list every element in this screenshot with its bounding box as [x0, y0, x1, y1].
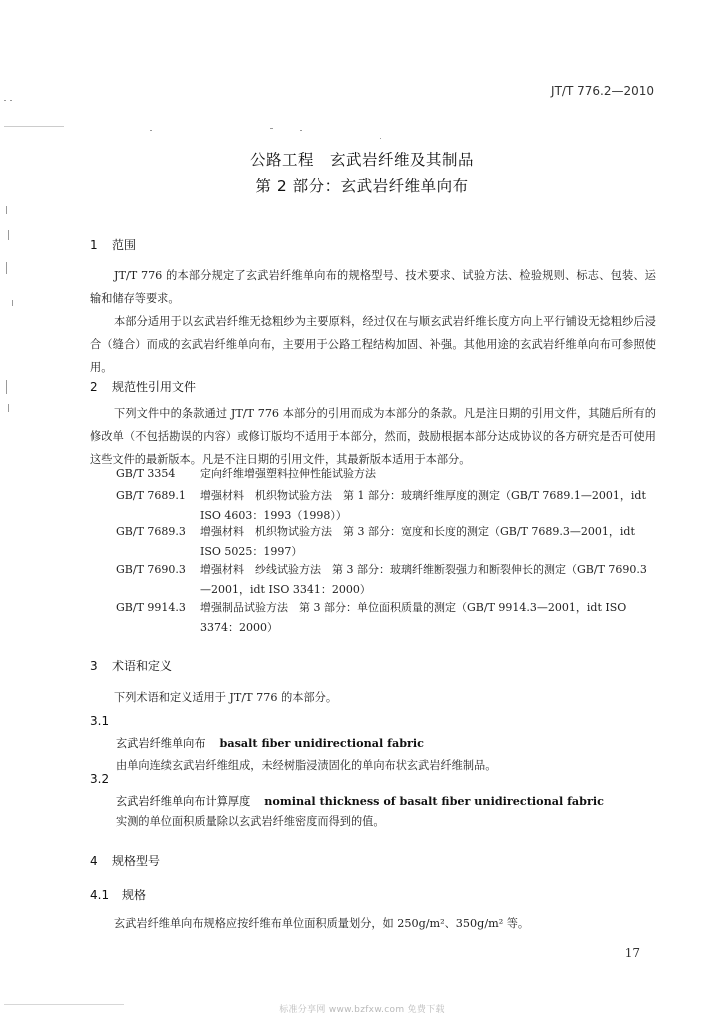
section-3-paragraph-1: 下列术语和定义适用于 JT/T 776 的本部分。 — [114, 691, 338, 704]
reference-item — [116, 464, 656, 484]
reference-code: GB/T 7690.3 — [116, 563, 186, 576]
subsection-4-1-heading — [90, 886, 146, 903]
reference-item — [116, 560, 656, 600]
document-code: JT/T 776.2—2010 — [551, 84, 654, 98]
section-title: 规范性引用文件 — [112, 380, 197, 394]
reference-title: 增强材料 纱线试验方法 第 3 部分：玻璃纤维断裂强力和断裂伸长的测定（GB/T 7690.3—2001，idt ISO 3341：2000） — [200, 563, 647, 596]
reference-item — [116, 598, 656, 638]
section-number: 1 — [90, 238, 98, 252]
section-1-heading — [90, 236, 136, 253]
section-number: 4 — [90, 854, 98, 868]
section-4-heading — [90, 852, 160, 869]
reference-code: GB/T 7689.1 — [116, 489, 186, 502]
term-chinese: 玄武岩纤维单向布计算厚度 — [116, 795, 251, 808]
term-definition: 由单向连续玄武岩纤维组成，未经树脂浸渍固化的单向布状玄武岩纤维制品。 — [116, 759, 497, 772]
term-number: 3.2 — [90, 772, 110, 786]
reference-code: GB/T 9914.3 — [116, 601, 186, 614]
term-entry — [116, 732, 656, 755]
reference-item — [116, 522, 656, 562]
section-1-paragraph-2: 本部分适用于以玄武岩纤维无捻粗纱为主要原料，经过仅在与顺玄武岩纤维长度方向上平行铺设无捻粗纱后浸合（缝合）而成的玄武岩纤维单向布，主要用于公路工程结构加固、补强。其他用途的玄武岩纤维单向布可参照使用。 — [90, 315, 656, 374]
section-number: 2 — [90, 380, 98, 394]
watermark-footer: 标准分享网 www.bzfxw.com 免费下载 — [279, 1005, 445, 1015]
section-2-heading — [90, 378, 196, 395]
reference-title: 增强材料 机织物试验方法 第 1 部分：玻璃纤维厚度的测定（GB/T 7689.1—2001，idt ISO 4603：1993（1998）） — [200, 489, 646, 522]
subsection-title: 规格 — [122, 888, 147, 902]
reference-title: 定向纤维增强塑料拉伸性能试验方法 — [200, 467, 376, 480]
term-english: nominal thickness of basalt fiber unidirectional fabric — [264, 794, 604, 808]
reference-code: GB/T 7689.3 — [116, 525, 186, 538]
term-english: basalt fiber unidirectional fabric — [219, 736, 424, 750]
reference-title: 增强制品试验方法 第 3 部分：单位面积质量的测定（GB/T 9914.3—2001，idt ISO 3374：2000） — [200, 601, 627, 634]
section-3-heading — [90, 657, 172, 674]
reference-code: GB/T 3354 — [116, 467, 176, 480]
reference-title: 增强材料 机织物试验方法 第 3 部分：宽度和长度的测定（GB/T 7689.3—2001，idt ISO 5025：1997） — [200, 525, 635, 558]
section-1-paragraph-1: JT/T 776 的本部分规定了玄武岩纤维单向布的规格型号、技术要求、试验方法、检验规则、标志、包装、运输和储存等要求。 — [90, 269, 656, 305]
section-title: 术语和定义 — [112, 659, 173, 673]
reference-item — [116, 486, 656, 526]
section-2-paragraph-1: 下列文件中的条款通过 JT/T 776 本部分的引用而成为本部分的条款。凡是注日期的引用文件，其随后所有的修改单（不包括勘误的内容）或修订版均不适用于本部分，然而，鼓励根据本部分达成协议的各方研究是否可使用这些文件的最新版本。凡是不注日期的引用文件，其最新版本适用于本部分。 — [90, 407, 656, 466]
section-title: 规格型号 — [112, 854, 161, 868]
page-number: 17 — [624, 946, 640, 960]
document-title-line-2: 第 2 部分：玄武岩纤维单向布 — [255, 177, 469, 195]
section-title: 范围 — [112, 238, 137, 252]
term-number: 3.1 — [90, 714, 110, 728]
document-title-line-1: 公路工程 玄武岩纤维及其制品 — [249, 151, 474, 169]
term-definition: 实测的单位面积质量除以玄武岩纤维密度而得到的值。 — [116, 815, 385, 828]
section-4-paragraph-1: 玄武岩纤维单向布规格应按纤维布单位面积质量划分，如 250g/m²、350g/m² 等。 — [114, 917, 530, 930]
term-chinese: 玄武岩纤维单向布 — [116, 737, 206, 750]
section-number: 3 — [90, 659, 98, 673]
subsection-number: 4.1 — [90, 888, 110, 902]
